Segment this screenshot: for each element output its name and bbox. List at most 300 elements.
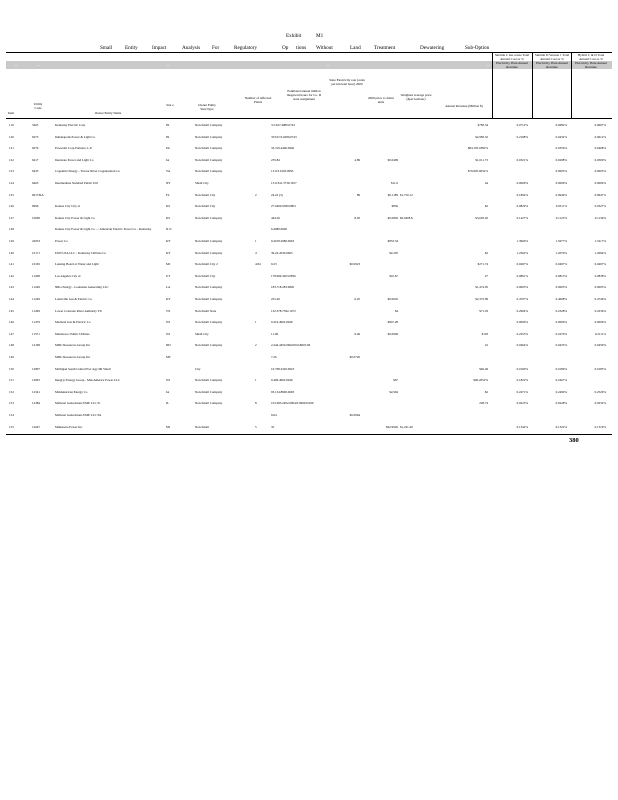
cell-state: UT <box>166 274 171 278</box>
cell-cost: 13.0/341.3739.1657 <box>271 182 297 185</box>
cell-cost: 39.24.4530.0663 <box>271 251 293 255</box>
col-owner-type: Owner Entity Size/Type <box>198 103 216 111</box>
cell-c: 0.4707% <box>516 298 528 301</box>
cell-plants: 5 <box>255 425 257 429</box>
cell-state: MI <box>166 263 170 267</box>
cell-d: 0.0003% <box>555 170 567 174</box>
table-row <box>0 368 618 375</box>
cell-state: NY <box>166 182 171 185</box>
cell-item: 147 <box>9 332 14 336</box>
cell-rate: $0.0964 <box>349 414 360 417</box>
header-band-marker: — <box>14 62 18 67</box>
cell-h: 0.0185% <box>594 367 606 371</box>
header-band-marker: — <box>36 62 40 67</box>
table-row <box>0 298 618 305</box>
cell-type: Non-Small Company <box>195 286 223 290</box>
cell-d: 0.0228% <box>555 402 567 406</box>
cell-item: 122 <box>9 158 14 162</box>
cell-state: TX <box>166 309 171 313</box>
cell-item: 145 <box>9 309 14 313</box>
cell-code: 10000 <box>32 216 40 220</box>
cell-item: 124 <box>9 182 14 185</box>
cell-p2009: $92.9920 <box>386 425 398 429</box>
cell-rev: $71.03 <box>479 309 488 313</box>
cell-name: Cogentrix Energy - Tractor River Cogeneration Co <box>55 170 120 174</box>
cell-c: 0.2471% <box>516 390 528 394</box>
cell-rev: 228.74 <box>479 402 488 406</box>
cell-rev: $2 <box>484 390 488 394</box>
title-word: Land <box>350 45 361 51</box>
cell-item: 151 <box>9 379 14 383</box>
cell-rev: $84.195.0382% <box>467 147 488 151</box>
cell-rate: 8.02 <box>354 216 360 220</box>
cell-c: 0.2253% <box>516 332 528 336</box>
cell-p2009: $0.0949 <box>387 332 398 336</box>
cell-type: Non-Small Company <box>195 390 223 394</box>
cell-rev: $2,983.32 <box>475 135 488 139</box>
cell-item: 153 <box>9 402 14 406</box>
cell-state: ND <box>166 344 171 348</box>
cell-p2009: $856 <box>391 205 398 209</box>
cell-item: 146 <box>9 321 14 325</box>
cell-item: 154 <box>9 414 14 417</box>
cell-h: 1.5217% <box>594 240 606 243</box>
table-row <box>0 147 618 154</box>
rule-header-bottom <box>6 118 612 119</box>
cell-d: 0.0298% <box>555 158 567 162</box>
cell-h: 0.0612% <box>594 135 606 139</box>
cell-p2009: $0.0802 <box>387 216 398 220</box>
cell-h: 0.0327% <box>594 205 606 209</box>
table-row <box>0 356 618 363</box>
cell-h: 0.0497% <box>594 263 606 267</box>
cell-h: 0.2236% <box>594 309 606 313</box>
cell-name: Indianapolis Power & Light Co <box>55 135 96 139</box>
cell-h: 0.0468% <box>594 147 606 151</box>
cell-p2009: $4 <box>394 309 398 313</box>
cell-c: 0.0861% <box>516 274 528 278</box>
title-word: Op <box>282 45 289 51</box>
cell-code: 9433 <box>32 170 39 174</box>
cell-type: Non-Small Company <box>195 251 223 255</box>
cell-h: 0.0003% <box>594 170 606 174</box>
cell-h: 0.2529% <box>594 390 606 394</box>
cell-d: 0.0682% <box>555 124 567 127</box>
cell-name: Integrys Energy Group - Mid-America Power LLC <box>55 379 121 383</box>
table-row <box>0 310 618 317</box>
cell-rev: $271.74 <box>477 263 488 267</box>
cell-state: IA <box>166 390 170 394</box>
cell-cost: 0.419.4902.0949 <box>271 321 293 325</box>
cell-cost: 7.26 <box>271 356 277 359</box>
cell-c: 0.1427% <box>516 216 528 220</box>
cell-cost: 235.84 <box>271 158 280 162</box>
title-word: M1 <box>316 33 324 39</box>
cell-d: 0.0311% <box>555 205 567 209</box>
cell-d: 0.0940% <box>555 193 567 197</box>
table-row <box>0 182 618 189</box>
cell-h: 1.2094% <box>594 251 606 255</box>
table-row <box>0 252 618 259</box>
cell-c: 0.0712% <box>516 124 528 127</box>
cell-name: MDU Resources Group Inc <box>55 356 91 359</box>
col-weighted: Weighted average price ($per kwhour) <box>400 93 432 101</box>
cell-state: FL <box>166 193 170 197</box>
cell-rate: $0.0726 <box>349 356 360 359</box>
cell-state: KY <box>166 298 171 301</box>
cell-h: 0.0003% <box>594 286 606 290</box>
cell-type: Non-Small City <box>195 193 216 197</box>
cell-code: 9617/RA <box>32 193 44 197</box>
cell-type: Non-Small Company <box>195 147 223 151</box>
cell-h: 0.0232% <box>594 402 606 406</box>
cell-code: 12384 <box>32 402 40 406</box>
table-row <box>0 240 618 247</box>
cell-c: 0.2198% <box>516 135 528 139</box>
table-row <box>0 136 618 143</box>
cell-item: 128 <box>9 228 14 232</box>
cell-d: 0.0009% <box>555 182 567 185</box>
cell-type: Non-Small State <box>195 309 217 313</box>
cell-d: 0.0006% <box>555 321 567 325</box>
cell-plants: 1 <box>255 379 257 383</box>
cell-cost: 27.0400.0380.0803 <box>271 205 296 209</box>
cell-item: 144 <box>9 298 14 301</box>
rule-col <box>492 52 493 118</box>
cell-cost: 444.56 <box>271 216 280 220</box>
col-state: Stat e <box>166 103 174 107</box>
cell-item: 152 <box>9 390 14 394</box>
cell-code: 12199 <box>32 344 40 348</box>
cell-code: 11479 <box>32 321 40 325</box>
cell-c: 0.0223% <box>516 402 528 406</box>
cell-c: 0.0464% <box>516 344 528 348</box>
cell-type: Non-Small Company <box>195 216 223 220</box>
cell-cost: 9.64 <box>271 414 277 417</box>
rule-bottom <box>6 434 612 435</box>
cell-name: Kansas City Power & Light Co <box>55 216 95 220</box>
cell-code: 11249 <box>32 298 40 301</box>
cell-rev: $2,372.99 <box>475 298 488 301</box>
table-row <box>0 379 618 386</box>
cell-item: 148 <box>9 344 14 348</box>
cell-plants: 2 <box>255 193 257 197</box>
table-row <box>0 414 618 421</box>
cell-name: Los Angeles City of <box>55 274 81 278</box>
cell-p2009: $0.0645 <box>387 298 398 301</box>
col-subtitle-c: Subtitle C has waste Total Annual Cost as % Electricity Plant Annual Revenue <box>494 53 530 69</box>
cell-state: WI <box>166 321 171 325</box>
cell-code: 3265 <box>32 124 39 127</box>
cell-state: PA <box>166 147 170 151</box>
cell-code: 9465 <box>32 182 39 185</box>
cell-cost: 35 <box>271 425 275 429</box>
cell-type: Non-Small Company <box>195 170 223 174</box>
cell-rate: 89 <box>356 193 360 197</box>
cell-c: 0.0829% <box>516 205 528 209</box>
cell-code: 22053 <box>32 240 40 243</box>
cell-cost: 9.23 <box>271 263 277 267</box>
cell-rev: 16 <box>484 344 488 348</box>
cell-state: IL <box>166 402 170 406</box>
cell-p2009: $847.28 <box>387 321 398 325</box>
cell-c: 0.0321% <box>516 158 528 162</box>
cell-type: Non-Small City <box>195 205 216 209</box>
cell-name: Power Co <box>55 240 68 243</box>
table-row <box>0 228 618 235</box>
cell-weighted: $1,241.40 <box>400 425 413 429</box>
cell-item: 129 <box>9 240 14 243</box>
cell-d: 0.4608% <box>555 298 567 301</box>
table-row <box>0 205 618 212</box>
cell-h: 0.4746% <box>594 298 606 301</box>
title-word: Treatment <box>374 45 396 51</box>
cell-c: 0.0190% <box>516 367 528 371</box>
cell-c: 0.0003% <box>516 286 528 290</box>
title-word: Small <box>100 45 113 51</box>
table-row <box>0 321 618 328</box>
col-plants: Number of Affected Plants <box>244 96 272 104</box>
cell-name: Midwest Generations EME LLC PA <box>55 414 102 417</box>
cell-plants: 8 <box>255 402 257 406</box>
title-word: Exhibit <box>286 33 302 39</box>
cell-h: 0.0459% <box>594 344 606 348</box>
cell-rev: 44 <box>484 182 488 185</box>
cell-h: 0.1319% <box>594 425 606 429</box>
cell-plants: 4.84 <box>255 263 261 267</box>
cell-d: 0.1322% <box>555 425 567 429</box>
table-row <box>0 391 618 398</box>
table-row <box>0 194 618 201</box>
table-row <box>0 124 618 131</box>
cell-cost: 183.718.283.0820 <box>271 286 295 290</box>
header-band-marker: — <box>326 62 330 67</box>
cell-type: Non-Small Company <box>195 124 223 127</box>
title-word: Without <box>316 45 333 51</box>
cell-d: 0.0813% <box>555 274 567 278</box>
cell-cost: 9.4018.2080.0663 <box>271 240 295 243</box>
cell-code: 9996 <box>32 205 39 209</box>
cell-cost: 24.22 (3) <box>271 193 283 197</box>
cell-type: Small City <box>195 182 209 185</box>
table-row <box>0 426 618 433</box>
cell-d: 1.2079% <box>555 251 567 255</box>
title-word: Dewatering <box>420 45 445 51</box>
cell-item: 142 <box>9 274 14 278</box>
cell-item: 126 <box>9 205 14 209</box>
cell-item: 149 <box>9 356 14 359</box>
cell-plants: 4 <box>255 251 257 255</box>
cell-cost: 178.996.3403.0836 <box>271 274 296 278</box>
cell-name: Kansas City City of <box>55 205 81 209</box>
cell-d: 1.5677% <box>555 240 567 243</box>
table-row <box>0 344 618 351</box>
title-word: For <box>212 45 220 51</box>
cell-rev: $79,995.0032% <box>467 170 488 174</box>
col-elec-rate: State Electricity rate (cents per kilowatt hour) 2009 <box>329 78 365 86</box>
cell-rev: $1,011.73 <box>475 158 488 162</box>
cell-type: Non-Small Company <box>195 240 223 243</box>
cell-rate: $0.0923 <box>349 263 360 267</box>
rule-top <box>6 52 612 53</box>
cell-name: Madison Gas & Electric Co <box>55 321 91 325</box>
col-owner-name: Owner Entity Name <box>94 111 122 115</box>
cell-d: 0.0435% <box>555 344 567 348</box>
title-word: Analysis <box>182 45 201 51</box>
cell-type: Non-Small Company <box>195 298 223 301</box>
cell-name: Midwest Generations EME LLC IL <box>55 402 101 406</box>
cell-name: Manitowoc Public Utilities <box>55 332 90 336</box>
cell-item: 155 <box>9 425 14 429</box>
cell-c: 0.1342% <box>516 425 528 429</box>
cell-code: 11208 <box>32 274 40 278</box>
cell-h: 0.0838% <box>594 274 606 278</box>
cell-rev: $2 <box>484 251 488 255</box>
cell-type: Non-Small City 2 <box>195 263 218 267</box>
cell-item: 150 <box>9 367 14 371</box>
cell-cost: 6.4080.0660 <box>271 228 287 232</box>
cell-code: 12825 <box>32 379 40 383</box>
cell-rev: $3,603.02 <box>475 216 488 220</box>
cell-cost: 0.409.4902.0949 <box>271 379 293 383</box>
cell-cost: 13.0/3.0193.0993 <box>271 170 294 174</box>
cell-state: KY <box>166 251 171 255</box>
cell-item: 125 <box>9 193 14 197</box>
cell-d: 0.2490% <box>555 390 567 394</box>
cell-state: VA <box>166 170 171 174</box>
cell-state: KS <box>166 205 171 209</box>
cell-rev: $103 <box>481 332 488 336</box>
cell-rev: $1,474.05 <box>475 286 488 290</box>
cell-c: 1.3960% <box>516 240 528 243</box>
cell-type: Non-Small Company <box>195 158 223 162</box>
cell-state: IN <box>166 124 170 127</box>
cell-cost: 132.378.7392.1072 <box>271 309 296 313</box>
cell-code: 12647 <box>32 425 40 429</box>
cell-name: Kansas City Power & Light Co — American Electric Power Co - Kentucky <box>55 228 152 232</box>
cell-p2009: $10.67 <box>389 274 398 278</box>
header-band-marker: — <box>166 62 170 67</box>
cell-p2009: $11.6 <box>390 182 398 185</box>
cell-h: 0.0006% <box>594 321 606 325</box>
cell-p2009: $2,904 <box>389 390 398 394</box>
col-utility-code: Utility Code <box>33 102 43 110</box>
cell-state: WI <box>166 379 171 383</box>
cell-plants: 1 <box>255 240 257 243</box>
cell-state: IN <box>166 135 170 139</box>
col-revenue: Annual Revenue (Million $) <box>445 104 483 108</box>
cell-item: 121 <box>9 147 14 151</box>
cell-c: 0.0006% <box>516 321 528 325</box>
cell-name: Minnesota Power Inc <box>55 425 83 429</box>
rule-col <box>532 52 533 118</box>
cell-cost: 2,444.4450.0664/00.0499/0.96 <box>271 344 311 348</box>
table-row <box>0 263 618 270</box>
table-row <box>0 286 618 293</box>
cell-h: 0.0309% <box>594 158 606 162</box>
cell-item: 140 <box>9 251 14 255</box>
cell-d: 0.0432% <box>555 135 567 139</box>
cell-c: 0.0497% <box>516 263 528 267</box>
cell-rate: 6.45 <box>354 298 360 301</box>
cell-code: 12341 <box>32 390 40 394</box>
cell-name: MDU Resources Group Inc <box>55 344 91 348</box>
cell-plants: 2 <box>255 344 257 348</box>
cell-type: City <box>195 367 201 371</box>
cell-code: 9417 <box>32 158 39 162</box>
cell-cost: 103.283.2402.0904/0.0900/0.096 <box>271 402 314 406</box>
page-number: 380 <box>569 437 579 444</box>
cell-type: Non-Small City <box>195 274 216 278</box>
col-subtitle-d: Subtitle D Version 1 Total Annual Cost as % Electricity Plant Annual Revenue <box>534 53 570 69</box>
cell-code: 10165 <box>32 263 40 267</box>
cell-c: 0.1804% <box>516 193 528 197</box>
cell-code: 11249 <box>32 286 40 290</box>
cell-name: Michigan South Central Pwr Agy MI Small <box>55 367 111 371</box>
cell-code: 10171 <box>32 251 40 255</box>
cell-rev: 27 <box>484 274 488 278</box>
cell-item: 120 <box>9 135 14 139</box>
cell-h: 0.1139% <box>594 216 606 220</box>
cell-rev: $783.34 <box>477 124 488 127</box>
cell-name: Lower Colorado River Authority TX <box>55 309 102 313</box>
table-row <box>0 333 618 340</box>
cell-item: 119 <box>9 124 14 127</box>
cell-state: KS <box>166 216 171 220</box>
cell-type: Non-Small <box>195 425 209 429</box>
cell-type: Non-Small Company <box>195 135 223 139</box>
cell-name: Lansing Board of Water and Light <box>55 263 99 267</box>
cell-type: Non-Small Company <box>195 379 223 383</box>
cell-p2009: $853.34 <box>387 240 398 243</box>
title-word: Sub-Option <box>465 45 490 51</box>
cell-rev: $90.2052% <box>473 379 488 383</box>
cell-rev: $92.49 <box>479 367 488 371</box>
cell-state: IA <box>166 158 170 162</box>
cell-cost: 333.0/74.0280.0743 <box>271 135 297 139</box>
cell-c: 1.2362% <box>516 251 528 255</box>
cell-d: 0.0003% <box>555 286 567 290</box>
cell-p2009: $2.205 <box>389 251 398 255</box>
cell-item: 123 <box>9 170 14 174</box>
col-item: Item <box>8 111 15 115</box>
cell-d: 0.1123% <box>555 216 567 220</box>
cell-cost: 10.768.2320.0923 <box>271 367 295 371</box>
cell-cost: 3.5.627.4080.0743 <box>271 124 295 127</box>
table-row <box>0 170 618 177</box>
cell-h: 0.0009% <box>594 182 606 185</box>
cell-state: MI <box>166 425 170 429</box>
cell-code: 12807 <box>32 367 40 371</box>
cell-name: PowerAlt Corp Partners, L.P. <box>55 147 93 151</box>
cell-name: MidAmerican Energy Co <box>55 390 88 394</box>
cell-rev: $2 <box>484 205 488 209</box>
col-hybrid: Hybrid C & D Total Annual Cost as % Electricity Plant Annual Revenue <box>575 53 607 69</box>
cell-c: 0.1822% <box>516 379 528 383</box>
cell-code: 11571 <box>32 332 40 336</box>
cell-code: 9273 <box>32 135 39 139</box>
title-word: Impact <box>152 45 167 51</box>
cell-weighted: $0.0408 $ <box>400 216 413 220</box>
cell-h: 0.0697% <box>594 124 606 127</box>
cell-code: 9279 <box>32 147 39 151</box>
cell-weighted: $1,750.12 <box>400 193 413 197</box>
cell-name: Kentucky Electric Corp <box>55 124 86 127</box>
cell-name: Interstate Power and Light Co <box>55 158 94 162</box>
cell-d: 0.0356% <box>555 147 567 151</box>
header-band-marker: — <box>486 62 490 67</box>
cell-name: Intermediate Standard Public Util <box>55 182 98 185</box>
